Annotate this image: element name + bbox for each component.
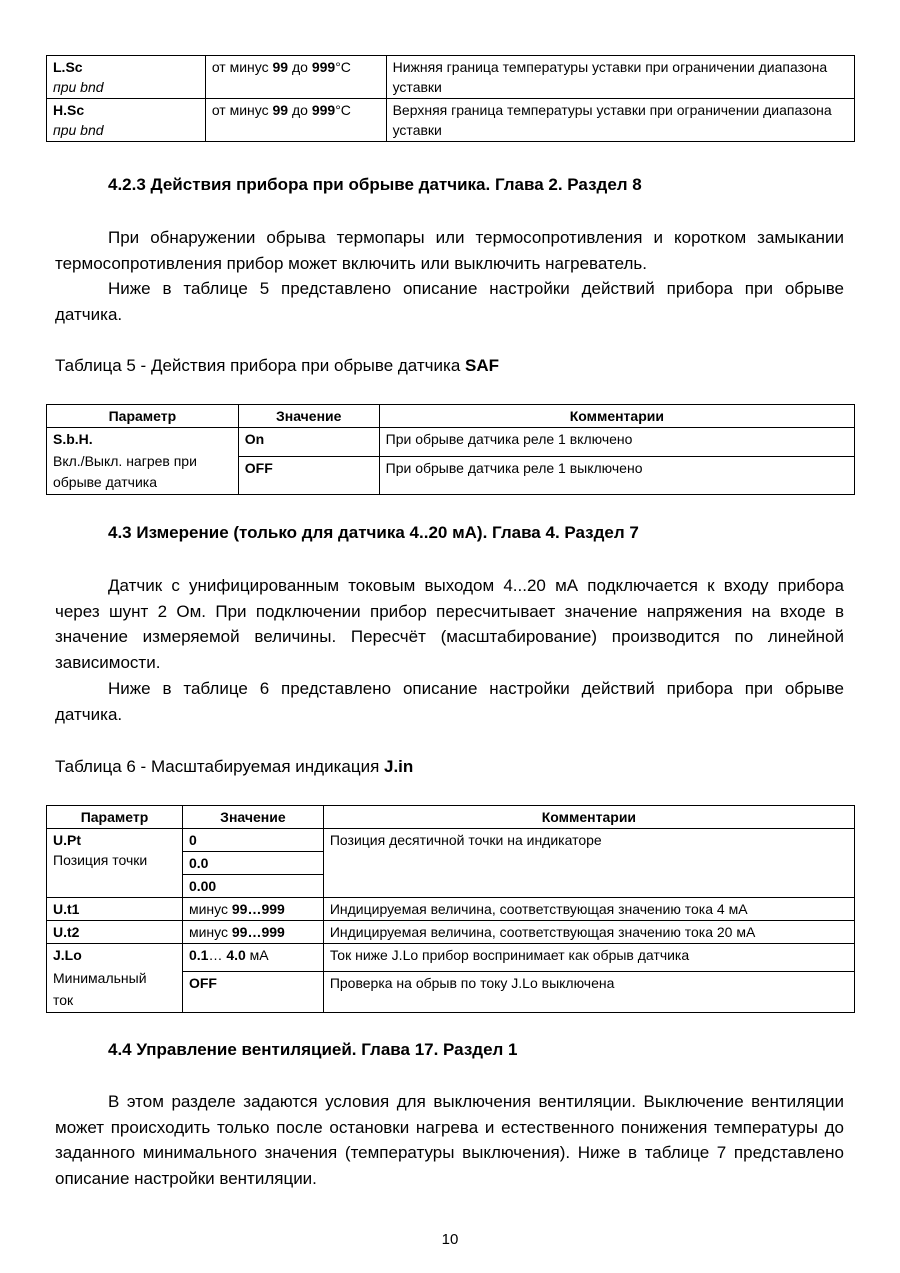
param-cell — [47, 829, 183, 898]
param-code: U.Pt — [53, 832, 81, 848]
range-max: 999 — [311, 59, 336, 75]
value-cell — [182, 898, 323, 921]
param-condition: при bnd — [53, 79, 104, 95]
column-header: Параметр — [47, 405, 239, 428]
value-cell: 0.0 — [182, 852, 323, 875]
value-text: минус — [188, 924, 232, 940]
column-header: Комментарии — [323, 806, 854, 829]
comment-cell: Нижняя граница температуры уставки при ограничении диапазона уставки — [386, 56, 854, 99]
comment-cell: Индицируемая величина, соответствующая значению тока 4 мА — [323, 898, 854, 921]
param-description: Минимальный ток — [53, 970, 147, 1008]
value-range: 99…999 — [231, 924, 285, 940]
table-row — [47, 428, 855, 457]
range-min: 99 — [272, 59, 289, 75]
value-cell: 0.00 — [182, 875, 323, 898]
table-row — [47, 944, 855, 972]
paragraph: Ниже в таблице 6 представлено описание настройки действий прибора при обрыве датчика. — [55, 679, 844, 724]
column-header: Комментарии — [379, 405, 854, 428]
range-cell — [205, 56, 386, 99]
caption-text: Таблица 6 - Масштабируемая индикация — [55, 757, 384, 776]
caption-text: Таблица 5 - Действия прибора при обрыве датчика — [55, 356, 466, 375]
table-row — [47, 898, 855, 921]
value-text: … — [208, 947, 227, 963]
comment-cell: Проверка на обрыв по току J.Lo выключена — [323, 972, 854, 1013]
column-header: Значение — [238, 405, 379, 428]
table-row — [47, 829, 855, 852]
section-heading-4-2-3: 4.2.3 Действия прибора при обрыве датчика. Глава 2. Раздел 8 — [108, 175, 642, 194]
range-text: от минус — [211, 59, 273, 75]
param-code: S.b.H. — [53, 431, 93, 447]
range-min: 99 — [272, 102, 289, 118]
table-row — [47, 99, 855, 142]
caption-code: J.in — [384, 757, 414, 776]
param-code: U.t1 — [47, 898, 183, 921]
table-5 — [46, 404, 855, 495]
value-unit: мА — [245, 947, 269, 963]
table-caption — [55, 756, 413, 778]
page-number: 10 — [441, 1231, 459, 1248]
param-cell — [47, 99, 206, 142]
comment-cell: При обрыве датчика реле 1 выключено — [379, 457, 854, 495]
param-condition: при bnd — [53, 122, 104, 138]
value-cell: OFF — [182, 972, 323, 1013]
value-range: 99…999 — [231, 901, 285, 917]
table-header-row — [47, 405, 855, 428]
range-text: до — [288, 59, 312, 75]
value-text: минус — [188, 901, 232, 917]
paragraph: Датчик с унифицированным токовым выходом 4...20 мА подключается к входу прибора через шунт 2 Ом. При подключении прибор пересчитывает значение напряжения на входе в значение измеряемой величины. Пересчёт (масштабирование) производится по линейной зависимости. — [55, 576, 844, 672]
value-max: 4.0 — [226, 947, 246, 963]
range-unit: °С — [335, 59, 351, 75]
param-code: H.Sc — [53, 102, 85, 118]
param-code: U.t2 — [47, 921, 183, 944]
range-text: от минус — [211, 102, 273, 118]
table-header-row — [47, 806, 855, 829]
range-max: 999 — [311, 102, 336, 118]
value-min: 0.1 — [188, 947, 209, 963]
param-code: J.Lo — [53, 947, 82, 963]
param-cell — [47, 56, 206, 99]
paragraph: В этом разделе задаются условия для выключения вентиляции. Выключение вентиляции может происходить только после остановки нагрева и естественного понижения температуры до заданного минимального значения (температуры выключения). Ниже в таблице 7 представлено описание настройки вентиляции. — [55, 1092, 844, 1188]
table-row — [47, 56, 855, 99]
value-cell: On — [238, 428, 379, 457]
param-cell — [47, 428, 239, 495]
param-cell — [47, 944, 183, 1013]
param-description: Позиция точки — [53, 852, 148, 868]
value-cell: 0 — [182, 829, 323, 852]
table-6 — [46, 805, 855, 1013]
comment-cell: Верхняя граница температуры уставки при ограничении диапазона уставки — [386, 99, 854, 142]
value-cell — [182, 944, 323, 972]
caption-code: SAF — [465, 356, 500, 375]
table-caption — [55, 355, 499, 377]
comment-cell: Индицируемая величина, соответствующая значению тока 20 мА — [323, 921, 854, 944]
column-header: Параметр — [47, 806, 183, 829]
range-text: до — [288, 102, 312, 118]
paragraph: При обнаружении обрыва термопары или термосопротивления и коротком замыкании термосопротивления прибор может включить или выключить нагреватель. — [55, 228, 844, 273]
paragraph: Ниже в таблице 5 представлено описание настройки действий прибора при обрыве датчика. — [55, 279, 844, 324]
range-cell — [205, 99, 386, 142]
value-cell — [182, 921, 323, 944]
comment-cell: Позиция десятичной точки на индикаторе — [323, 829, 854, 898]
section-heading-4-4: 4.4 Управление вентиляцией. Глава 17. Раздел 1 — [108, 1040, 518, 1059]
value-cell: OFF — [238, 457, 379, 495]
param-description: Вкл./Выкл. нагрев при обрыве датчика — [53, 453, 197, 490]
param-code: L.Sc — [53, 59, 83, 75]
comment-cell: Ток ниже J.Lo прибор воспринимает как обрыв датчика — [323, 944, 854, 972]
section-heading-4-3: 4.3 Измерение (только для датчика 4..20 мА). Глава 4. Раздел 7 — [108, 523, 639, 542]
range-unit: °С — [335, 102, 351, 118]
comment-cell: При обрыве датчика реле 1 включено — [379, 428, 854, 457]
column-header: Значение — [182, 806, 323, 829]
table-row — [47, 921, 855, 944]
top-table — [46, 55, 855, 142]
